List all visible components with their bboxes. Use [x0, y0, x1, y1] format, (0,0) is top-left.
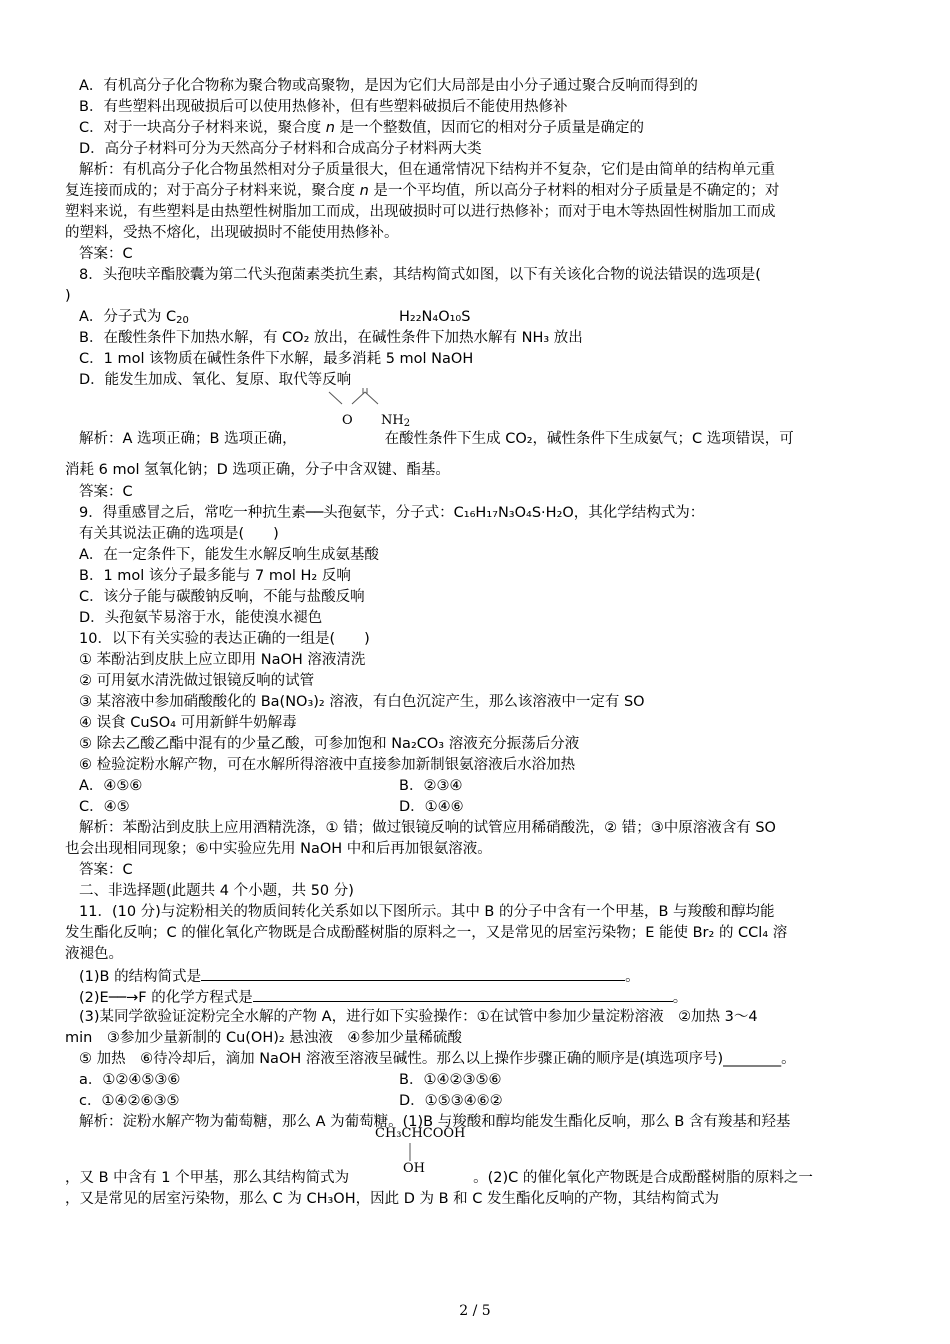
q10-statement: ③ 某溶液中参加硝酸酸化的 Ba(NO₃)₂ 溶液，有白色沉淀产生，那么该溶液中一定有 SO: [79, 694, 645, 710]
bond-line: [329, 392, 342, 404]
q10-explanation-line: 解析：苯酚沾到皮肤上应用酒精洗涤，① 错；做过银镜反响的试管应用稀硝酸洗，② 错；③中原溶液含有 SO: [79, 820, 776, 836]
q7-answer: 答案：C: [79, 246, 133, 262]
q8-stem-close: ): [65, 288, 71, 304]
q7-option-a: A．有机高分子化合物称为聚合物或高聚物，是因为它们大局部是由小分子通过聚合反响而得到的: [79, 78, 698, 94]
q11-part-3: min ③参加少量新制的 Cu(OH)₂ 悬浊液 ④参加少量稀硫酸: [65, 1030, 462, 1046]
q7-explanation-line: 的塑料，受热不熔化，出现破损时不能使用热修补。: [65, 225, 399, 241]
page-number: 2 / 5: [459, 1303, 491, 1319]
structure-oxygen-label: O: [342, 413, 353, 428]
q10-option-a: A．④⑤⑥: [79, 778, 143, 794]
q9-option-c: C．该分子能与碳酸钠反响，不能与盐酸反响: [79, 589, 365, 605]
q10-statement: ① 苯酚沾到皮肤上应立即用 NaOH 溶液清洗: [79, 652, 366, 668]
q7-option-d: D．高分子材料可分为天然高分子材料和合成高分子材料两大类: [79, 141, 482, 157]
q7-explanation-line: 塑料来说，有些塑料是由热塑性树脂加工而成，出现破损时可以进行热修补；而对于电木等热固性树脂加工而成: [65, 204, 776, 220]
q11-part-2: (2)E──→F 的化学方程式是 。: [79, 986, 687, 1009]
q11-stem: 11．(10 分)与淀粉相关的物质间转化关系如以下图所示。其中 B 的分子中含有一个甲基，B 与羧酸和醇均能: [79, 904, 775, 920]
q11-part-1: (1)B 的结构简式是 。: [79, 965, 640, 988]
q9-option-a: A．在一定条件下，能发生水解反响生成氨基酸: [79, 547, 379, 563]
q10-statement: ④ 误食 CuSO₄ 可用新鲜牛奶解毒: [79, 715, 297, 731]
q11-stem: 发生酯化反响；C 的催化氧化产物既是合成酚醛树脂的原料之一，又是常见的居室污染物；E 能使 Br₂ 的 CCl₄ 溶: [65, 925, 788, 941]
structure-hydroxyl-label: OH: [403, 1161, 425, 1176]
q10-statement: ⑤ 除去乙酸乙酯中混有的少量乙酸，可参加饱和 Na₂CO₃ 溶液充分振荡后分液: [79, 736, 580, 752]
structure-bond-figure: [408, 1143, 412, 1161]
q8-option-a-formula: H₂₂N₄O₁₀S: [399, 309, 471, 325]
q8-explanation-line: 消耗 6 mol 氢氧化钠；D 选项正确，分子中含双键、酯基。: [65, 462, 450, 478]
q11-option-c: c．①④②⑥③⑤: [79, 1093, 180, 1109]
q8-answer: 答案：C: [79, 484, 133, 500]
q11-option-a: a．①②④⑤③⑥: [79, 1072, 181, 1088]
q8-explanation-line: 解析：A 选项正确；B 选项正确， 在酸性条件下生成 CO₂，碱性条件下生成氨气；C 选项错误，可: [79, 431, 794, 447]
q10-answer: 答案：C: [79, 862, 133, 878]
q8-option-a: A．分子式为 $C_{20}$: [79, 309, 189, 326]
q9-option-d: D．头孢氨苄易溶于水，能使溴水褪色: [79, 610, 323, 626]
q10-option-d: D．①④⑥: [399, 799, 464, 815]
q10-statement: ⑥ 检验淀粉水解产物，可在水解所得溶液中直接参加新制银氨溶液后水浴加热: [79, 757, 576, 773]
q10-option-c: C．④⑤: [79, 799, 130, 815]
q8-option-d: D．能发生加成、氧化、复原、取代等反响: [79, 372, 352, 388]
bond-line: [365, 392, 378, 404]
answer-blank[interactable]: [201, 965, 625, 981]
q7-option-c: C．对于一块高分子材料来说，聚合度 n 是一个整数值，因而它的相对分子质量是确定的: [79, 120, 645, 136]
q10-explanation-line: 也会出现相同现象；⑥中实验应先用 NaOH 中和后再加银氨溶液。: [65, 841, 492, 857]
q7-explanation-line: 复连接而成的；对于高分子材料来说，聚合度 n 是一个平均值，所以高分子材料的相对分子质量是不确定的；对: [65, 183, 780, 199]
q11-part-3: (3)某同学欲验证淀粉完全水解的产物 A，进行如下实验操作：①在试管中参加少量淀粉溶液 ②加热 3～4: [79, 1009, 758, 1025]
q7-explanation-line: 解析：有机高分子化合物虽然相对分子质量很大，但在通常情况下结构并不复杂，它们是由简单的结构单元重: [79, 162, 775, 178]
q11-option-d: D．①⑤③④⑥②: [399, 1093, 503, 1109]
q11-part-3: ⑤ 加热 ⑥待冷却后，滴加 NaOH 溶液至溶液呈碱性。那么以上操作步骤正确的顺序是(填选项序号)________。: [79, 1051, 796, 1067]
q11-explanation-line: 解析：淀粉水解产物为葡萄糖，那么 A 为葡萄糖。(1)B 与羧酸和醇均能发生酯化反响，那么 B 含有羧基和羟基: [79, 1114, 791, 1130]
q11-stem: 液褪色。: [65, 946, 123, 962]
structure-formula-label: CH₃CHCOOH: [375, 1126, 466, 1141]
q10-statement: ② 可用氨水清洗做过银镜反响的试管: [79, 673, 315, 689]
section-heading: 二、非选择题(此题共 4 个小题，共 50 分): [79, 883, 354, 899]
answer-blank[interactable]: [253, 986, 673, 1002]
q8-option-c: C．1 mol 该物质在碱性条件下水解，最多消耗 5 mol NaOH: [79, 351, 474, 367]
q11-explanation-line: ，又是常见的居室污染物，那么 C 为 CH₃OH，因此 D 为 B 和 C 发生酯化反响的产物，其结构简式为: [65, 1191, 719, 1207]
q9-stem: 9．得重感冒之后，常吃一种抗生素──头孢氨苄，分子式：C₁₆H₁₇N₃O₄S·H₂O，其化学结构式为：: [79, 505, 705, 521]
q11-explanation-line: ，又 B 中含有 1 个甲基，那么其结构简式为 。(2)C 的催化氧化产物既是合成酚醛树脂的原料之一: [65, 1170, 813, 1186]
q8-option-b: B．在酸性条件下加热水解，有 CO₂ 放出，在碱性条件下加热水解有 NH₃ 放出: [79, 330, 583, 346]
q7-option-b: B．有些塑料出现破损后可以使用热修补，但有些塑料破损后不能使用热修补: [79, 99, 568, 115]
q9-stem: 有关其说法正确的选项是( ): [79, 526, 279, 542]
q10-option-b: B．②③④: [399, 778, 463, 794]
q9-option-b: B．1 mol 该分子最多能与 7 mol H₂ 反响: [79, 568, 351, 584]
q11-option-b: B．①④②③⑤⑥: [399, 1072, 502, 1088]
structure-nh-label: $NH_2$: [381, 413, 411, 429]
q10-stem: 10．以下有关实验的表达正确的一组是( ): [79, 631, 370, 647]
q8-stem: 8．头孢呋辛酯胶囊为第二代头孢菌素类抗生素，其结构简式如图，以下有关该化合物的说法错误的选项是(: [79, 267, 761, 283]
